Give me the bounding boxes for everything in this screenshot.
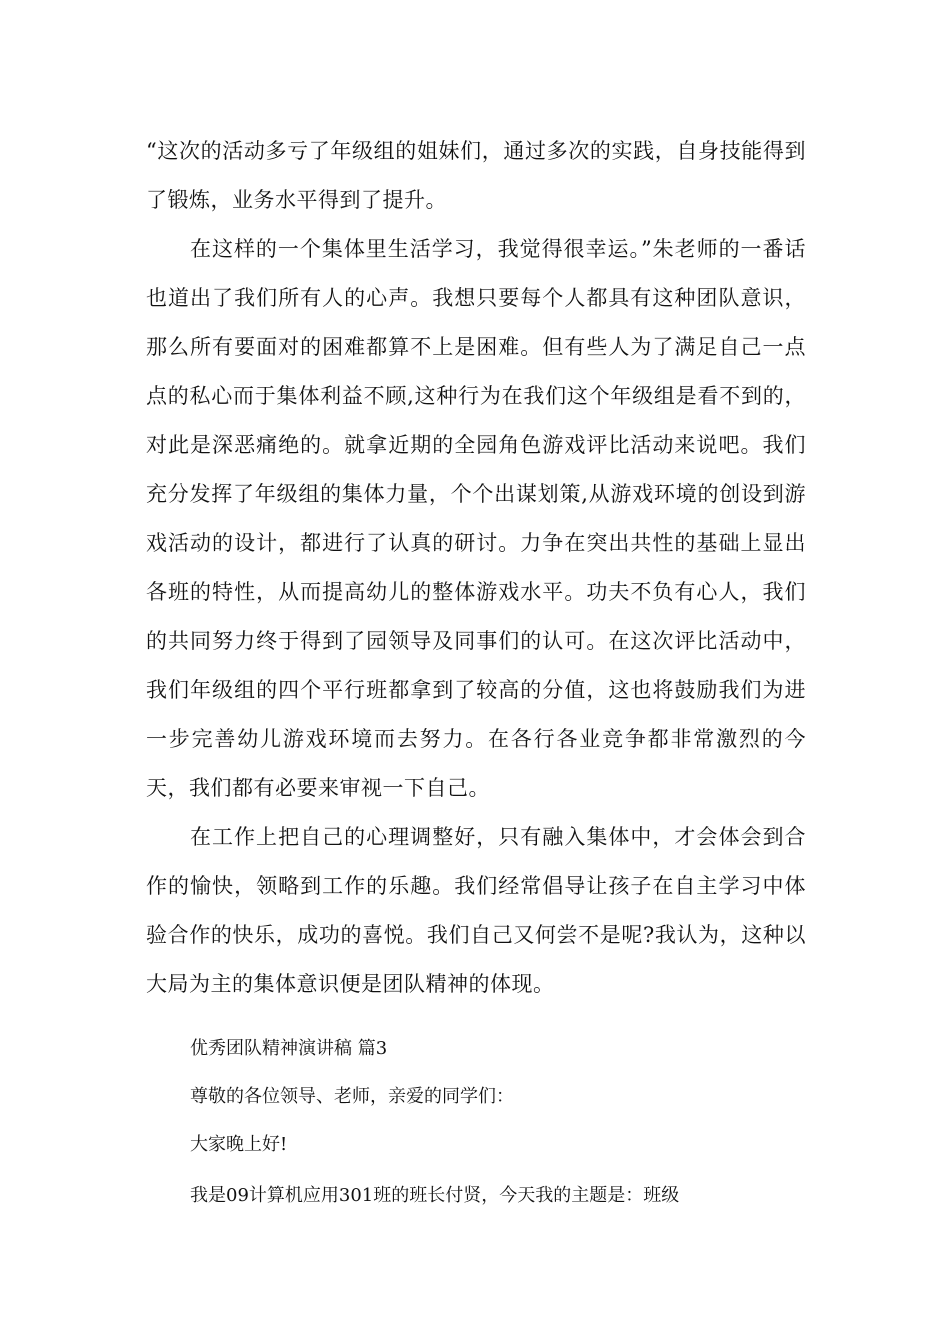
- section-title: 优秀团队精神演讲稿 篇3: [190, 1038, 388, 1059]
- paragraph-2: 在这样的一个集体里生活学习，我觉得很幸运。”朱老师的一番话也道出了我们所有人的心声。我想只要每个人都具有这种团队意识，那么所有要面对的困难都算不上是困难。但有些人为了满足自己一点点的私心而于集体利益不顾,这种行为在我们这个年级组是看不到的，对此是深恶痛绝的。就拿近期的全园角色游戏评比活动来说吧。我们充分发挥了年级组的集体力量，个个出谋划策,从游戏环境的创设到游戏活动的设计，都进行了认真的研讨。力争在突出共性的基础上显出各班的特性，从而提高幼儿的整体游戏水平。功夫不负有心人，我们的共同努力终于得到了园领导及同事们的认可。在这次评比活动中，我们年级组的四个平行班都拿到了较高的分值，这也将鼓励我们为进一步完善幼儿游戏环境而去努力。在各行各业竞争都非常激烈的今天，我们都有必要来审视一下自己。: [146, 237, 806, 800]
- salutation: 尊敬的各位领导、老师，亲爱的同学们：: [190, 1086, 514, 1107]
- paragraph-1: “这次的活动多亏了年级组的姐妹们，通过多次的实践，自身技能得到了锻炼，业务水平得到了提升。: [146, 139, 806, 212]
- paragraph-3: 在工作上把自己的心理调整好，只有融入集体中，才会体会到合作的愉快，领略到工作的乐趣。我们经常倡导让孩子在自主学习中体验合作的快乐，成功的喜悦。我们自己又何尝不是呢?我认为，这种以大局为主的集体意识便是团队精神的体现。: [146, 825, 806, 996]
- greeting: 大家晚上好!: [190, 1134, 288, 1155]
- intro-line: 我是09计算机应用301班的班长付贤，今天我的主题是：班级: [190, 1185, 680, 1206]
